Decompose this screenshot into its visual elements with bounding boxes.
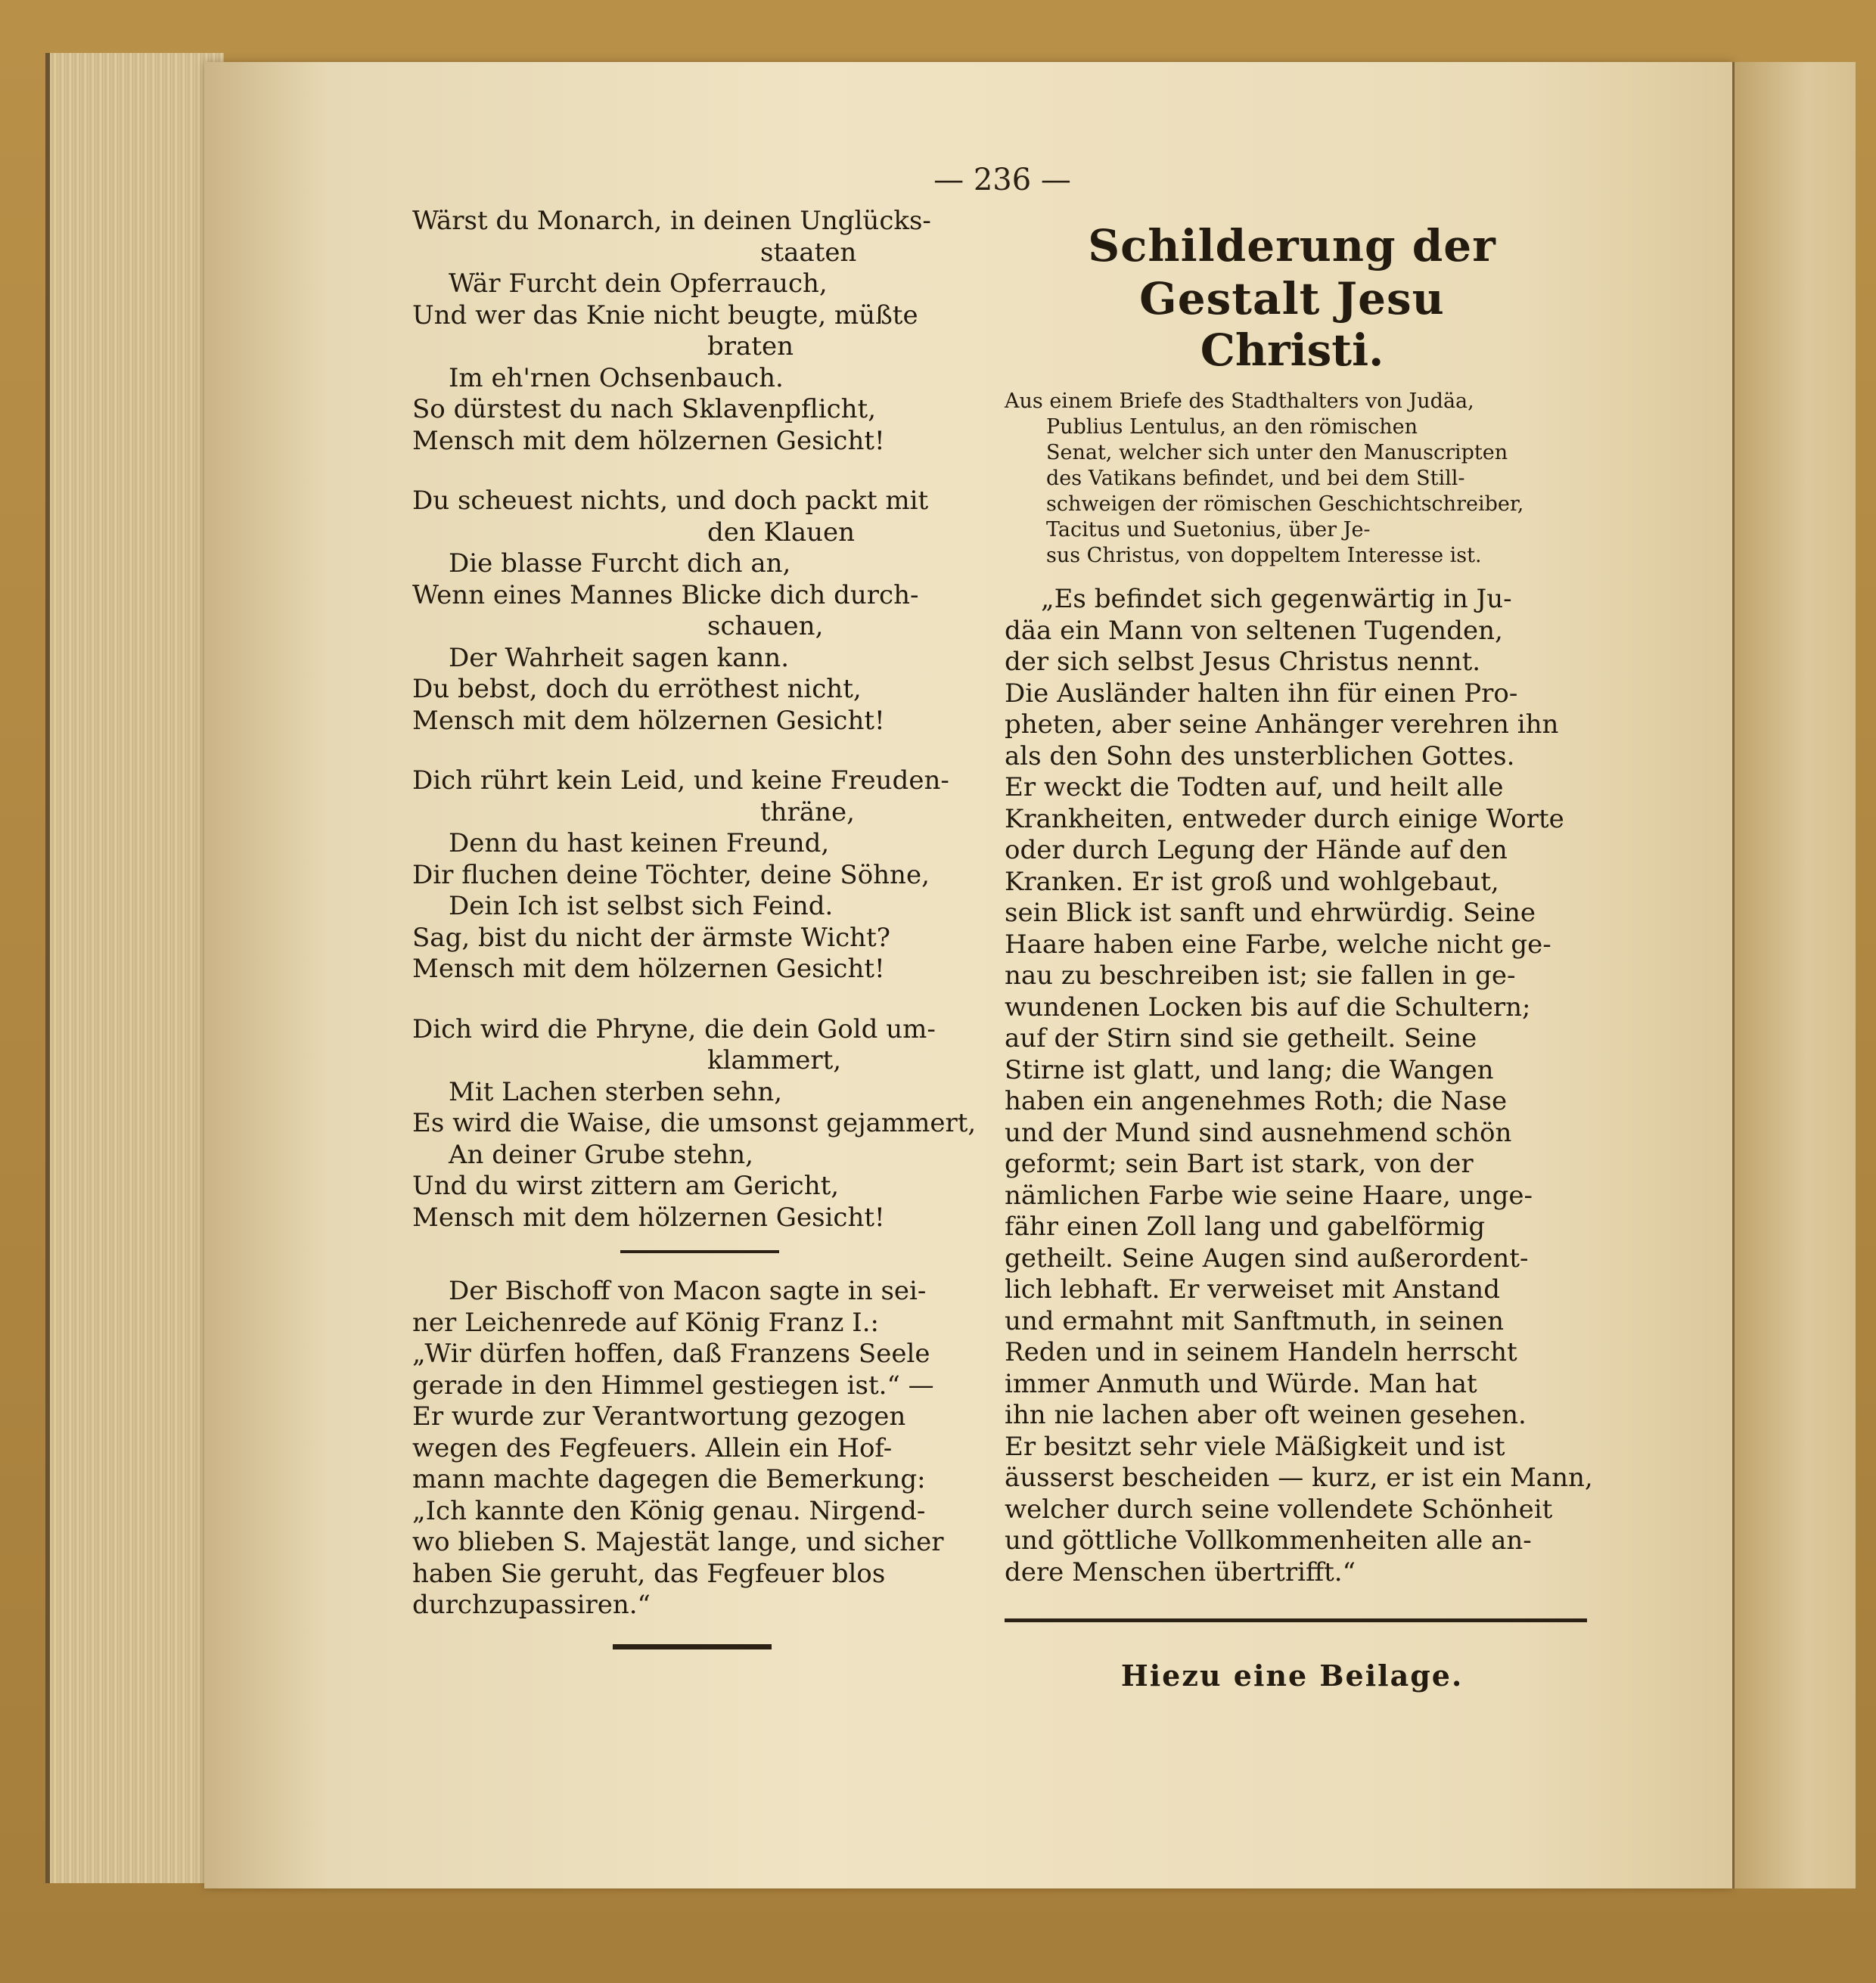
poem-stanza-1 (412, 206, 987, 457)
text-line: auf der Stirn sind sie getheilt. Seine (1005, 1023, 1477, 1054)
text-line: äusserst bescheiden — kurz, er ist ein Mann, (1005, 1463, 1593, 1493)
poem-line: staaten (760, 237, 857, 268)
text-line: wo blieben S. Majestät lange, und sicher (412, 1527, 944, 1557)
poem-line: Im eh'rnen Ochsenbauch. (449, 362, 784, 393)
text-line: und der Mund sind ausnehmend schön (1005, 1117, 1512, 1148)
text-line: und ermahnt mit Sanftmuth, in seinen (1005, 1305, 1505, 1336)
poem-stanza-4 (412, 1014, 987, 1234)
intro-line: Publius Lentulus, an den römischen (1046, 415, 1418, 439)
text-line: oder durch Legung der Hände auf den (1005, 835, 1508, 865)
text-line: durchzupassiren.“ (412, 1590, 651, 1620)
text-line: Reden und in seinem Handeln herrscht (1005, 1337, 1517, 1367)
end-rule (613, 1644, 772, 1649)
text-line: Kranken. Er ist groß und wohlgebaut, (1005, 866, 1499, 897)
page-number: — 236 — (933, 163, 1071, 197)
text-line: haben ein angenehmes Roth; die Nase (1005, 1086, 1508, 1116)
text-line: Er wurde zur Verantwortung gezogen (412, 1401, 906, 1432)
poem-line: Dein Ich ist selbst sich Feind. (449, 891, 834, 921)
text-line: sein Blick ist sanft und ehrwürdig. Seine (1005, 898, 1536, 928)
poem-line: Der Wahrheit sagen kann. (449, 642, 790, 673)
poem-line: Denn du hast keinen Freund, (449, 828, 830, 858)
text-line: nau zu beschreiben ist; sie fallen in ge- (1005, 960, 1516, 991)
text-line: wundenen Locken bis auf die Schultern; (1005, 991, 1531, 1023)
text-line: lich lebhaft. Er verweiset mit Anstand (1005, 1274, 1500, 1305)
article-title: Schilderung der Gestalt Jesu (1088, 220, 1496, 324)
text-line: geformt; sein Bart ist stark, von der (1005, 1149, 1474, 1179)
poem-line: Wär Furcht dein Opferrauch, (449, 268, 828, 299)
spacer (1005, 569, 1579, 584)
poem-line: Mensch mit dem hölzernen Gesicht! (412, 954, 885, 984)
poem-line: thräne, (760, 796, 855, 827)
article-intro (1005, 389, 1579, 569)
anecdote-paragraph (412, 1276, 987, 1621)
text-line: „Es befindet sich gegenwärtig in Ju- (1041, 584, 1512, 614)
poem-line: Wenn eines Mannes Blicke dich durch- (412, 579, 919, 610)
poem-line: den Klauen (707, 517, 856, 548)
text-line: immer Anmuth und Würde. Man hat (1005, 1368, 1477, 1399)
text-line: dere Menschen übertrifft.“ (1005, 1556, 1356, 1587)
text-line: haben Sie geruht, das Fegfeuer blos (412, 1558, 886, 1589)
section-divider-long (1005, 1618, 1587, 1622)
poem-stanza-3 (412, 765, 987, 985)
intro-line: Senat, welcher sich unter den Manuscripten (1046, 441, 1508, 464)
intro-line: sus Christus, von doppeltem Interesse ist. (1046, 544, 1482, 567)
poem-stanza-2 (412, 486, 987, 737)
facing-page-edge (1732, 62, 1856, 1888)
poem-line: Dich wird die Phryne, die dein Gold um- (412, 1013, 936, 1044)
poem-line: Mensch mit dem hölzernen Gesicht! (412, 425, 885, 456)
text-line: däa ein Mann von seltenen Tugenden, (1005, 615, 1503, 646)
text-line: nämlichen Farbe wie seine Haare, unge- (1005, 1180, 1533, 1211)
poem-line: Du bebst, doch du erröthest nicht, (412, 674, 862, 704)
stanza-gap (412, 457, 987, 486)
poem-line: klammert, (707, 1045, 842, 1075)
poem-line: Wärst du Monarch, in deinen Unglücks- (412, 206, 931, 236)
poem-line: So dürstest du nach Sklavenpflicht, (412, 394, 877, 424)
poem-line: An deiner Grube stehn, (449, 1139, 753, 1170)
text-line: Er weckt die Todten auf, und heilt alle (1005, 772, 1504, 802)
poem-line: Mensch mit dem hölzernen Gesicht! (412, 705, 885, 736)
text-line: als den Sohn des unsterblichen Gottes. (1005, 740, 1515, 771)
book-page-edges (45, 53, 224, 1883)
text-line: Die Ausländer halten ihn für einen Pro- (1005, 678, 1518, 709)
text-line: pheten, aber seine Anhänger verehren ihn (1005, 709, 1559, 740)
poem-line: Die blasse Furcht dich an, (449, 548, 791, 579)
text-line: wegen des Fegfeuers. Allein ein Hof- (412, 1432, 893, 1463)
text-line: welcher durch seine vollendete Schönheit (1005, 1494, 1553, 1525)
section-divider (620, 1250, 779, 1253)
text-line: getheilt. Seine Augen sind außerordent- (1005, 1243, 1529, 1274)
stanza-gap (412, 985, 987, 1014)
right-column (1005, 219, 1593, 1693)
text-line: Er besitzt sehr viele Mäßigkeit und ist (1005, 1431, 1505, 1462)
poem-line: schauen, (707, 611, 824, 641)
poem-line: Du scheuest nichts, und doch packt mit (412, 486, 929, 516)
article-title-continued: Christi. (1200, 324, 1384, 376)
poem-line: Mensch mit dem hölzernen Gesicht! (412, 1202, 885, 1233)
poem-line: Und du wirst zittern am Gericht, (412, 1171, 840, 1201)
poem-line: Sag, bist du nicht der ärmste Wicht? (412, 922, 890, 953)
poem-line: Dich rührt kein Leid, und keine Freuden- (412, 765, 949, 796)
intro-line: des Vatikans befindet, und bei dem Still- (1046, 467, 1465, 490)
text-line: und göttliche Vollkommenheiten alle an- (1005, 1525, 1532, 1556)
text-line: gerade in den Himmel gestiegen ist.“ — (412, 1370, 934, 1401)
text-line: „Ich kannte den König genau. Nirgend- (412, 1495, 926, 1526)
text-line: fähr einen Zoll lang und gabelförmig (1005, 1212, 1486, 1242)
left-column (412, 206, 987, 1649)
text-line: „Wir dürfen hoffen, daß Franzens Seele (412, 1339, 930, 1369)
text-line: Haare haben eine Farbe, welche nicht ge- (1005, 929, 1551, 960)
stanza-gap (412, 737, 987, 765)
text-line: ihn nie lachen aber oft weinen gesehen. (1005, 1400, 1527, 1430)
article-body (1005, 584, 1593, 1588)
intro-line: Aus einem Briefe des Stadthalters von Judäa, (1005, 389, 1474, 413)
intro-line: Tacitus und Suetonius, über Je- (1046, 518, 1371, 542)
text-line: Stirne ist glatt, und lang; die Wangen (1005, 1054, 1494, 1085)
poem-line: Dir fluchen deine Töchter, deine Söhne, (412, 859, 930, 890)
intro-line: schweigen der römischen Geschichtschreiber, (1046, 492, 1524, 516)
supplement-note: Hiezu eine Beilage. (1120, 1659, 1464, 1693)
text-line: ner Leichenrede auf König Franz I.: (412, 1307, 879, 1338)
poem-line: braten (707, 331, 794, 362)
poem-line: Und wer das Knie nicht beugte, müßte (412, 299, 918, 330)
poem-line: Mit Lachen sterben sehn, (449, 1076, 783, 1107)
text-line: Der Bischoff von Macon sagte in sei- (449, 1276, 927, 1306)
text-line: der sich selbst Jesus Christus nennt. (1005, 647, 1481, 677)
poem-line: Es wird die Waise, die umsonst gejammert, (412, 1108, 977, 1138)
text-line: mann machte dagegen die Bemerkung: (412, 1464, 926, 1494)
text-line: Krankheiten, entweder durch einige Worte (1005, 803, 1564, 834)
